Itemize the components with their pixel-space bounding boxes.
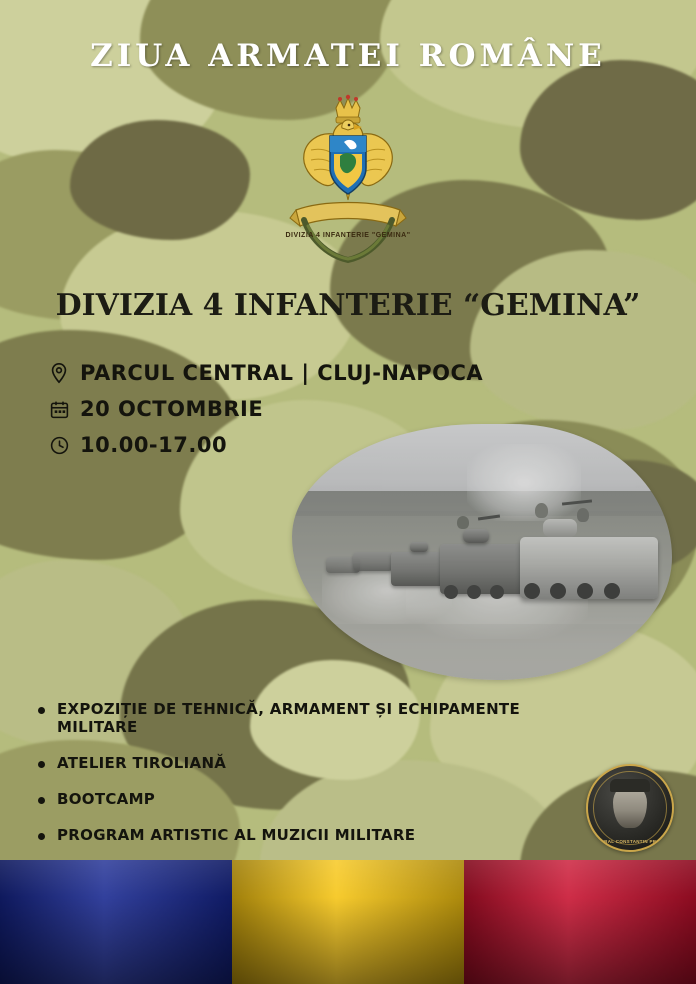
seal-cap-icon [610,779,650,792]
flag-band-yellow [232,860,464,984]
activity-label: ATELIER TIROLIANĂ [57,754,227,772]
flag-band-red [464,860,696,984]
coat-of-arms-icon [278,92,418,272]
flag-band-blue [0,860,232,984]
armored-vehicles-photo [292,424,672,680]
bullet-icon [38,707,45,714]
detail-location [46,360,483,386]
bullet-icon [38,761,45,768]
activity-label: PROGRAM ARTISTIC AL MUZICII MILITARE [57,826,416,844]
detail-location-text: PARCUL CENTRAL | CLUJ-NAPOCA [80,361,484,385]
list-item [38,826,558,844]
list-item [38,754,558,772]
crest-ribbon-label: DIVIZIA 4 INFANTERIE "GEMINA" [285,232,411,239]
bullet-icon [38,833,45,840]
detail-date [46,396,483,422]
location-pin-icon [46,360,72,386]
bullet-icon [38,797,45,804]
romanian-flag-banner [0,860,696,984]
list-item [38,700,558,736]
division-title: DIVIZIA 4 INFANTERIE “GEMINA” [55,288,641,323]
list-item [38,790,558,808]
detail-date-text: 20 OCTOMBRIE [80,397,264,421]
calendar-icon [46,396,72,422]
seal-badge [586,764,674,852]
seal-caption: GENERAL CONSTANTIN PREZAN [590,839,670,844]
activities-list [38,700,558,862]
activity-label: EXPOZIȚIE DE TEHNICĂ, ARMAMENT ȘI ECHIPAMENTE MILITARE [57,700,521,736]
detail-time-text: 10.00-17.00 [80,433,228,457]
activity-label: BOOTCAMP [57,790,156,808]
clock-icon [46,432,72,458]
page-title: ZIUA ARMATEI ROMÂNE [90,38,606,74]
